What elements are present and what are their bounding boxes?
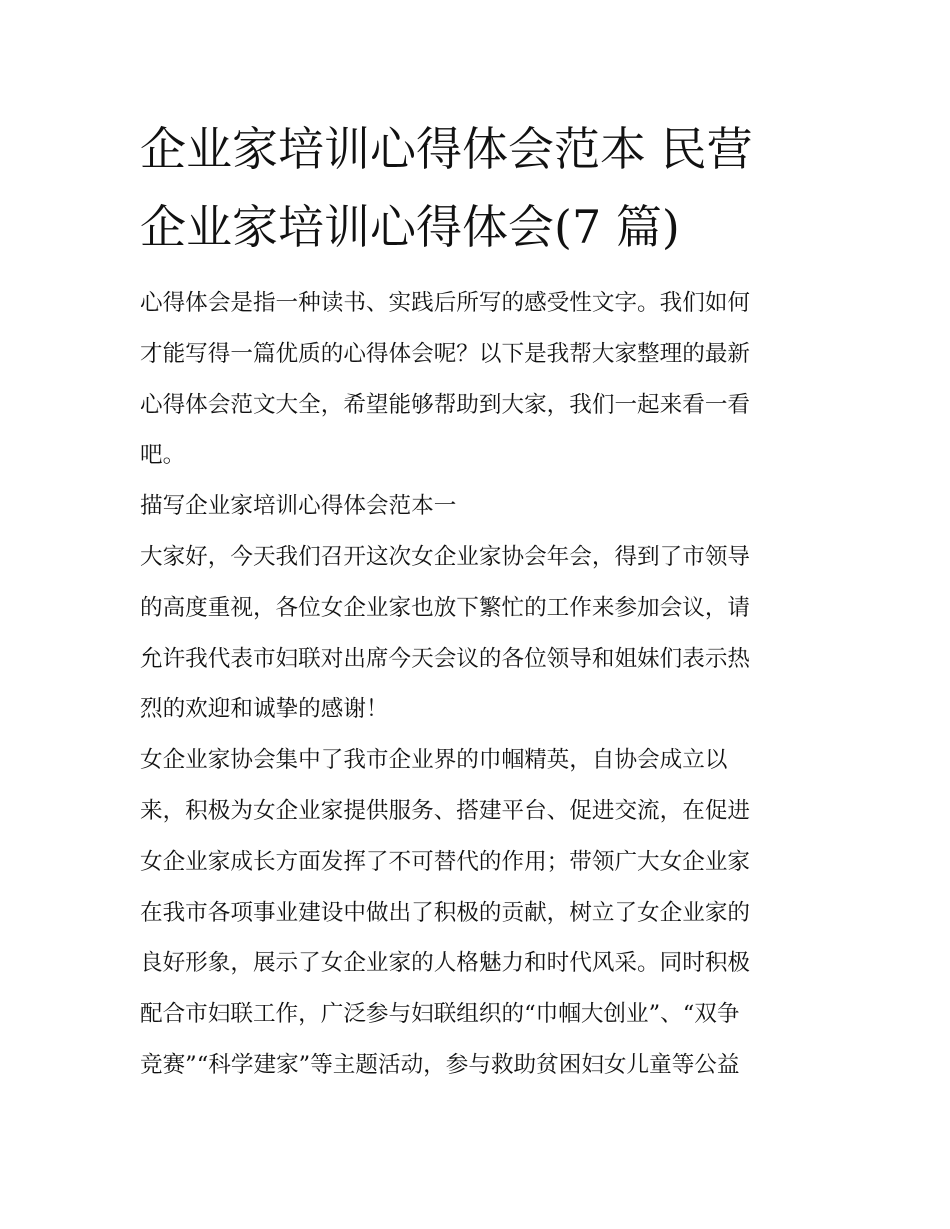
document-body	[140, 110, 812, 1091]
intro-paragraph: 心得体会是指一种读书、实践后所写的感受性文字。我们如何 才能写得一篇优质的心得体会呢？以下是我帮大家整理的最新 心得体会范文大全，希望能够帮助到大家，我们一起来看一看 吧。	[140, 290, 751, 469]
document-title: 企业家培训心得体会范本 民营 企业家培训心得体会(7 篇)	[140, 122, 753, 254]
body-paragraph-2: 女企业家协会集中了我市企业界的巾帼精英，自协会成立以 来，积极为女企业家提供服务、搭建平台、促进交流，在促进 女企业家成长方面发挥了不可替代的作用；带领广大女企业家 在我市各项事业建设中做出了积极的贡献，树立了女企业家的 良好形象，展示了女企业家的人格魅力和时代风采。同时积极 配合市妇联工作，广泛参与妇联组织的“巾帼大创业”、“双争 竞赛”“科学建家”等主题活动，参与救助贫困妇女儿童等公益	[140, 747, 751, 1078]
body-paragraph-1: 大家好，今天我们召开这次女企业家协会年会，得到了市领导 的高度重视，各位女企业家也放下繁忙的工作来参加会议，请 允许我代表市妇联对出席今天会议的各位领导和姐妹们表示热 烈的欢迎和诚挚的感谢！	[140, 543, 751, 723]
section-heading: 描写企业家培训心得体会范本一	[140, 493, 457, 520]
